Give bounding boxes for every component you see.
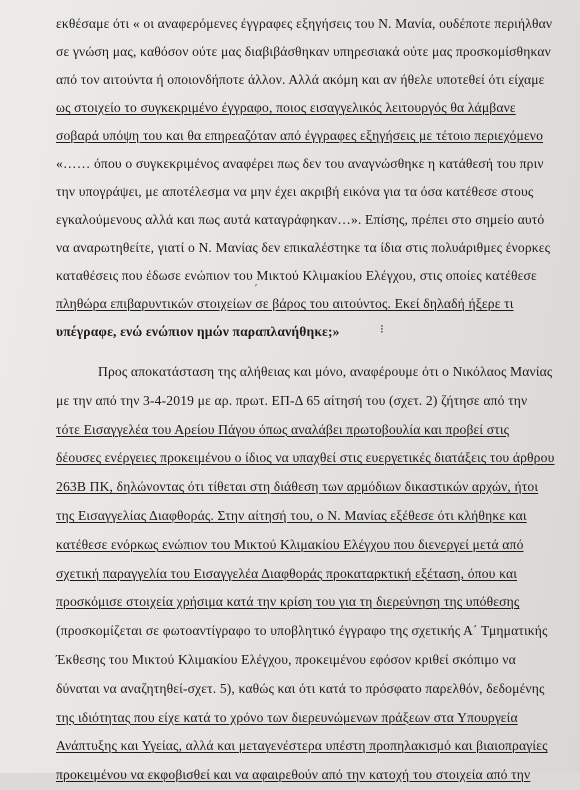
text-line: την υπογράψει, με αποτέλεσμα να μην έχει ακριβή εικόνα για τα όσα κατέθεσε στους <box>56 184 534 199</box>
text-line: να αναρωτηθείτε, γιατί ο Ν. Μανίας δεν επικαλέστηκε τα ίδια στις πολυάριθμες ένορκες <box>56 240 551 255</box>
text-line: εκθέσαμε ότι « οι αναφερόμενες έγγραφες εξηγήσεις του Ν. Μανία, ουδέποτε περιήλθαν <box>56 16 553 31</box>
text-line: «…… όπου ο συγκεκριμένος αναφέρει πως δεν του αναγνώσθηκε η κατάθεσή του πριν <box>56 156 544 171</box>
text-line: με την από την 3-4-2019 με αρ. πρωτ. ΕΠ-Δ 65 αίτησή του (σχετ. 2) ζήτησε από την <box>56 392 528 408</box>
text-line: από τον αιτούντα ή οποιονδήποτε άλλον. Αλλά ακόμη και αν ήθελε υποτεθεί ότι είχαμε <box>56 72 545 87</box>
text-line: Έκθεσης του Μικτού Κλιμακίου Ελέγχου, προκειμένου εφόσον κριθεί σκόπιμο να <box>56 651 516 667</box>
text-line: σοβαρά υπόψη του και θα επηρεαζόταν από έγγραφες εξηγήσεις με τέτοιο περιεχόμενο <box>56 128 544 143</box>
text-line: ως στοιχείο το συγκεκριμένο έγγραφο, ποιος εισαγγελικός λειτουργός θα λάμβανε <box>56 100 516 115</box>
text-line: 263Β ΠΚ, δηλώνοντας ότι τίθεται στη διάθεση των αρμόδιων δικαστικών αρχών, ήτοι <box>56 479 539 495</box>
text-line: σχετική παραγγελία του Εισαγγελέα Διαφθοράς προκαταρκτική εξέταση, όπου και <box>56 565 518 581</box>
text-line: τότε Εισαγγελέα του Αρείου Πάγου όπως αναλάβει πρωτοβουλία και προβεί στις <box>56 421 510 437</box>
text-line: προκειμένου να εκφοβισθεί και να αφαιρεθούν από την κατοχή του στοιχεία από την <box>56 767 531 783</box>
text-line: καταθέσεις που έδωσε ενώπιον του Μικτού Κλιμακίου Ελέγχου, στις οποίες κατέθεσε <box>56 268 537 283</box>
pen-tick-mark: ′ <box>255 283 258 294</box>
text-line: (προσκομίζεται σε φωτοαντίγραφο το υποβλητικό έγγραφο της σχετικής Α΄ Τμηματικής <box>56 623 548 639</box>
text-line: Προς αποκατάσταση της αλήθειας και μόνο, αναφέρουμε ότι ο Νικόλαος Μανίας <box>98 364 553 379</box>
text-line: δύναται να αναζητηθεί-σχετ. 5), καθώς και ότι κατά το πρόσφατο παρελθόν, δεδομένης <box>56 680 545 696</box>
text-line: εγκαλούμενους αλλά και πως αυτά καταγράφηκαν…». Επίσης, πρέπει στο σημείο αυτό <box>56 212 545 227</box>
text-line: δέουσες ενέργειες προκειμένου ο ίδιος να υπαχθεί στις ευεργετικές διατάξεις του άρθρου <box>56 450 555 466</box>
text-line: Ανάπτυξης και Υγείας, αλλά και μεταγενέστερα υπέστη προπηλακισμό και βιαιοπραγίες <box>56 738 548 754</box>
text-line: υπέγραφε, ενώ ενώπιον ημών παραπλανήθηκε;» <box>56 324 340 339</box>
text-line: της Εισαγγελίας Διαφθοράς. Στην αίτησή του, ο Ν. Μανίας εξέθεσε ότι κλήθηκε και <box>56 507 527 523</box>
text-line: προσκόμισε στοιχεία χρήσιμα κατά την κρίση του για τη διερεύνηση της υπόθεσης <box>56 594 520 610</box>
text-line: κατέθεσε ενόρκως ενώπιον του Μικτού Κλιμακίου Ελέγχου που διενεργεί μετά από <box>56 536 524 552</box>
paragraph-quoted-response <box>56 10 580 346</box>
paragraph-clarification <box>56 358 580 790</box>
text-line: της ιδιότητας που είχε κατά το χρόνο των διερευνώμενων πράξεων στα Υπουργεία <box>56 709 518 725</box>
pen-dot-mark: ⁝ <box>380 322 384 336</box>
text-line: πληθώρα επιβαρυντικών στοιχείων σε βάρος του αιτούντος. Εκεί δηλαδή ήξερε τι <box>56 296 514 311</box>
text-line: σε γνώση μας, καθόσον ούτε μας διαβιβάσθηκαν υπηρεσιακά ούτε μας προσκομίσθηκαν <box>56 44 551 59</box>
document-body <box>56 0 580 790</box>
